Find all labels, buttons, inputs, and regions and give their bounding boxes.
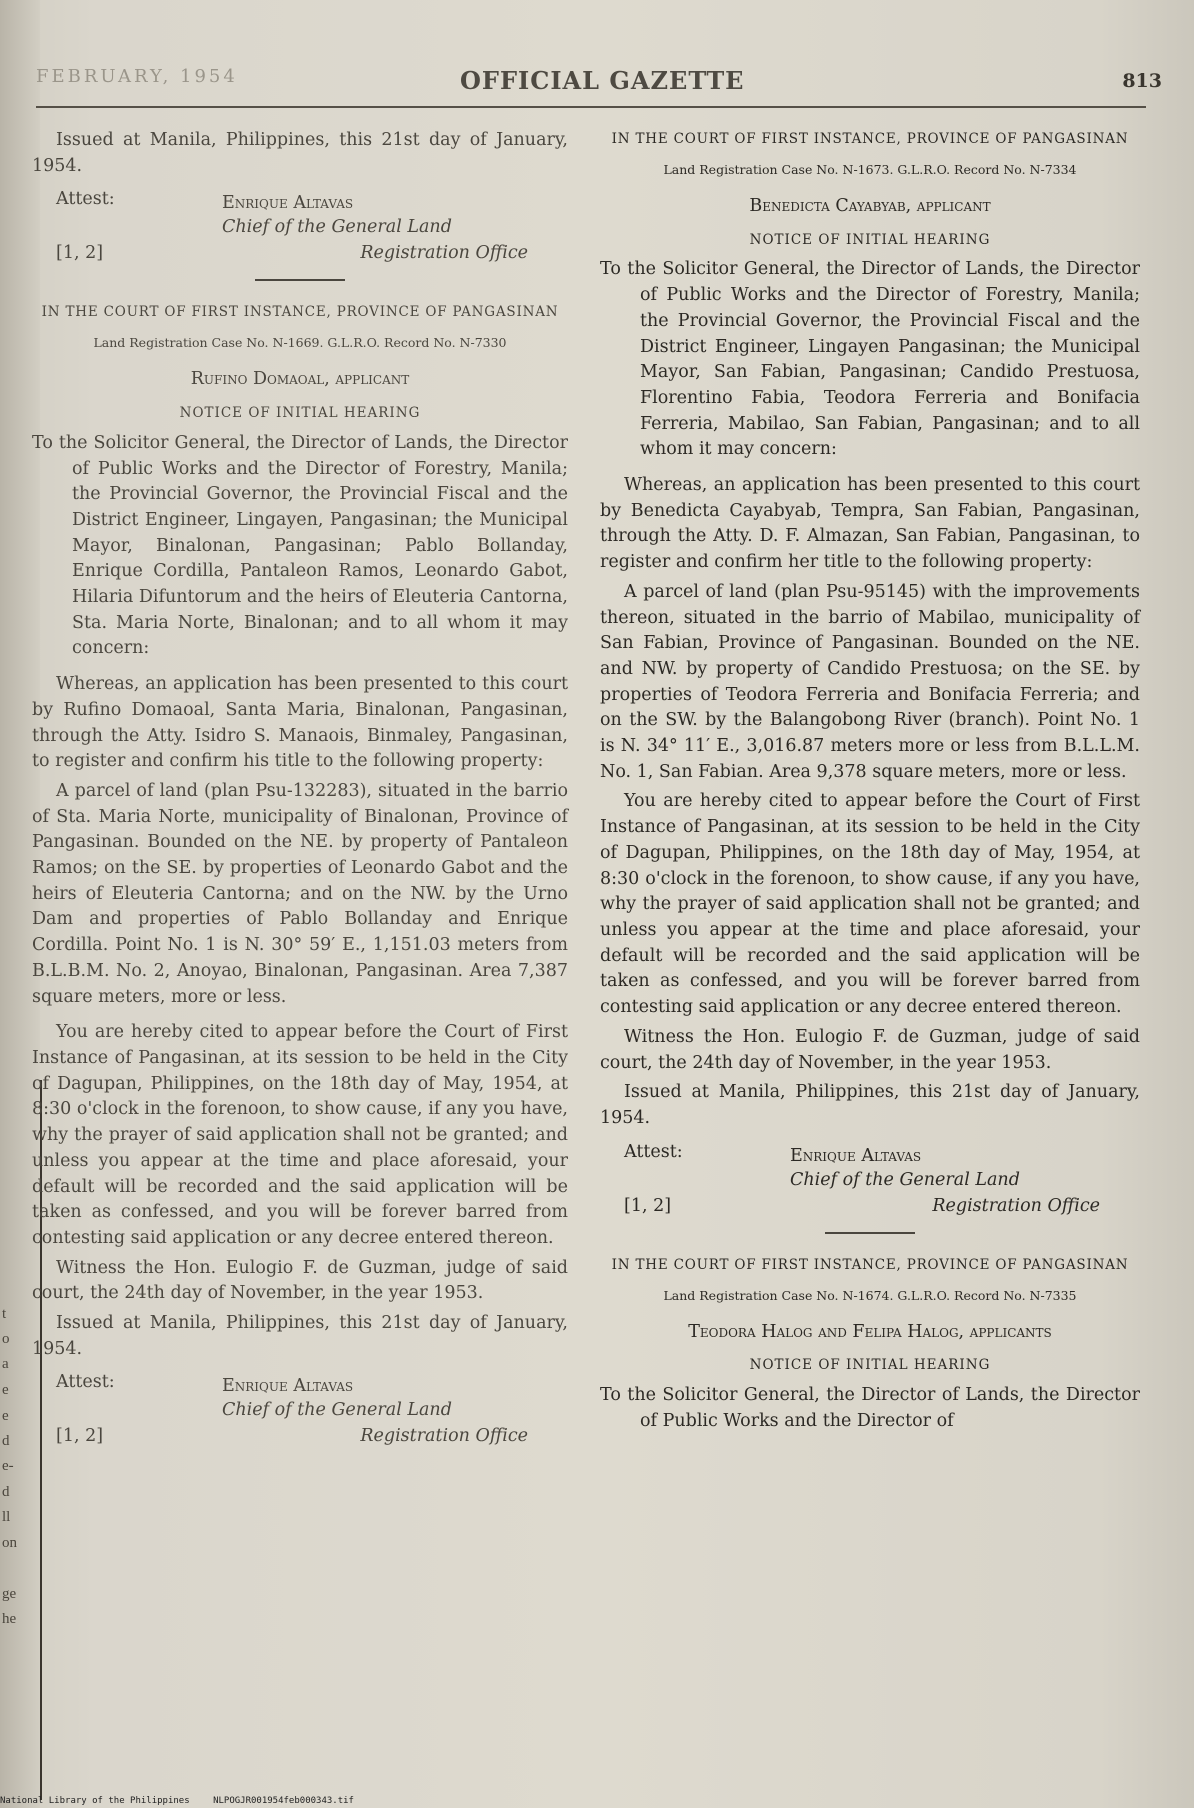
issued-text: Issued at Manila, Philippines, this 21st day of January, 1954. (32, 130, 568, 176)
paragraph: A parcel of land (plan Psu-132283), situated in the barrio of Sta. Maria Norte, municipality of Binalonan, Province of Pangasinan. Bounded on the NE. by property of Pantaleon Ramos; on the SE. by properties of Leonardo Gabot and the heirs of Eleuteria Cantorna; and on the NW. by the Urno Dam and properties of Pablo Bollanday and Enrique Cordilla. Point No. 1 is N. 30° 59′ E., 1,151.03 meters from B.L.B.M. No. 2, Anoyao, Binalonan, Pangasinan. Area 7,387 square meters, more or less. (32, 780, 568, 1007)
page-header (30, 66, 1162, 106)
applicant-name: Benedicta Cayabyab, applicant (749, 196, 991, 216)
paragraph: You are hereby cited to appear before the Court of First Instance of Pangasinan, at its session to be held in the City of Dagupan, Philippines, on the 18th day of May, 1954, at 8:30 o'clock in the forenoon, to show cause, if any you have, why the prayer of said application shall not be granted; and unless you appear at the time and place aforesaid, your default will be recorded and the said application will be taken as confessed, and you will be forever barred from contesting said application or any decree entered thereon. (32, 1022, 568, 1248)
section-divider (255, 279, 345, 281)
edge-fragment: d (2, 1484, 10, 1500)
case-line: Land Registration Case No. N-1669. G.L.R.O. Record No. N-7330 (93, 335, 507, 351)
header-date: FEBRUARY, 1954 (36, 66, 238, 87)
applicant-name: Teodora Halog and Felipa Halog, applicants (688, 1321, 1052, 1342)
paragraph: Witness the Hon. Eulogio F. de Guzman, judge of said court, the 24th day of November, in the year 1953. (32, 1257, 568, 1304)
case-line: Land Registration Case No. N-1673. G.L.R.O. Record No. N-7334 (663, 162, 1077, 177)
right-column (600, 128, 1140, 1434)
edge-fragment: o (2, 1331, 10, 1347)
footer-source: National Library of the Philippines (0, 1796, 190, 1806)
paragraph: You are hereby cited to appear before the Court of First Instance of Pangasinan, at its session to be held in the City of Dagupan, Philippines, on the 18th day of May, 1954, at 8:30 o'clock in the forenoon, to show cause, if any you have, why the prayer of said application shall not be granted; and unless you appear at the time and place aforesaid, your default will be recorded and the said application will be taken as confessed, and you will be forever barred from contesting said application or any decree entered thereon. (600, 791, 1140, 1018)
paragraph: Witness the Hon. Eulogio F. de Guzman, judge of said court, the 24th day of November, in the year 1953. (600, 1026, 1140, 1073)
paragraph: Issued at Manila, Philippines, this 21st day of January, 1954. (32, 1313, 568, 1359)
attest-title-line1: Chief of the General Land (222, 1400, 452, 1421)
edge-fragment: e (2, 1382, 9, 1398)
edge-fragment: ll (2, 1509, 11, 1525)
attest-block (600, 1140, 1140, 1220)
left-column (32, 128, 568, 1450)
edge-fragment: he (2, 1611, 17, 1627)
applicant-name: Rufino Domaoal, applicant (190, 369, 410, 390)
scan-footer (0, 1796, 372, 1806)
court-heading: IN THE COURT OF FIRST INSTANCE, PROVINCE OF PANGASINAN (41, 304, 559, 321)
edge-fragment: ge (2, 1586, 17, 1602)
attest-ref: [1, 2] (56, 1426, 104, 1447)
case-line: Land Registration Case No. N-1674. G.L.R.O. Record No. N-7335 (663, 1287, 1077, 1303)
edge-fragment: on (2, 1535, 17, 1551)
addressees: To the Solicitor General, the Director of Lands, the Director of Public Works and the Director of (600, 1385, 1140, 1431)
attest-name: Enrique Altavas (222, 193, 354, 214)
footer-file: NLPOGJR001954feb000343.tif (213, 1796, 354, 1806)
attest-name: Enrique Altavas (222, 1376, 354, 1397)
edge-fragment: d (2, 1433, 10, 1449)
edge-fragment: a (2, 1356, 9, 1372)
attest-title-line1: Chief of the General Land (222, 217, 452, 238)
edge-fragment: t (2, 1306, 7, 1322)
addressees: To the Solicitor General, the Director of Lands, the Director of Public Works and the Director of Forestry, Manila; the Provincial Governor, the Provincial Fiscal and the District Engineer, Lingayen Pangasinan; the Municipal Mayor, San Fabian, Pangasinan; Candido Prestuosa, Florentino Fabia, Teodora Ferreria and Bonifacia Ferreria, Mabilao, San Fabian, Pangasinan; and to all whom it may concern: (600, 259, 1140, 460)
court-heading: IN THE COURT OF FIRST INSTANCE, PROVINCE OF PANGASINAN (611, 1256, 1129, 1273)
attest-label: Attest: (56, 1372, 115, 1393)
paragraph: Issued at Manila, Philippines, this 21st day of January, 1954. (600, 1082, 1140, 1128)
addressees: To the Solicitor General, the Director of Lands, the Director of Public Works and the Director of Forestry, Manila; the Provincial Governor, the Provincial Fiscal and the District Engineer, Lingayen, Pangasinan; the Municipal Mayor, Binalonan, Pangasinan; Pablo Bollanday, Enrique Cordilla, Pantaleon Ramos, Leonardo Gabot, Hilaria Difuntorum and the heirs of Eleuteria Cantorna, Sta. Maria Norte, Binalonan; and to all whom it may concern: (32, 432, 568, 659)
section-divider (825, 1232, 915, 1234)
attest-title-line2: Registration Office (360, 243, 528, 264)
attest-title-line1: Chief of the General Land (790, 1169, 1020, 1190)
page-number: 813 (1122, 70, 1162, 92)
paragraph: A parcel of land (plan Psu-95145) with the improvements thereon, situated in the barrio of Mabilao, municipality of San Fabian, Province of Pangasinan. Bounded on the NE. and NW. by property of Candido Prestuosa; on the SE. by properties of Teodora Ferreria and Bonifacia Ferreria; and on the SW. by the Balangobong River (branch). Point No. 1 is N. 34° 11′ E., 3,016.87 meters more or less from B.L.L.M. No. 1, San Fabian. Area 9,378 square meters, more or less. (600, 581, 1140, 782)
attest-ref: [1, 2] (56, 243, 104, 264)
attest-label: Attest: (624, 1141, 683, 1162)
header-title: OFFICIAL GAZETTE (460, 66, 745, 95)
edge-fragment: e (2, 1408, 9, 1424)
attest-label: Attest: (56, 189, 115, 210)
attest-title-line2: Registration Office (360, 1426, 528, 1447)
paragraph: Whereas, an application has been presented to this court by Benedicta Cayabyab, Tempra, San Fabian, Pangasinan, through the Atty. D. F. Almazan, San Fabian, Pangasinan, to register and confirm her title to the following property: (600, 475, 1140, 573)
attest-block (32, 187, 568, 267)
notice-heading: NOTICE OF INITIAL HEARING (179, 405, 421, 422)
paragraph: Whereas, an application has been presented to this court by Rufino Domaoal, Santa Maria, Binalonan, Pangasinan, through the Atty. Isidro S. Manaois, Binmaley, Pangasinan, to register and confirm his title to the following property: (32, 674, 568, 772)
attest-block (32, 1370, 568, 1450)
notice-heading: NOTICE OF INITIAL HEARING (749, 231, 991, 248)
notice-heading: NOTICE OF INITIAL HEARING (749, 1357, 991, 1374)
attest-name: Enrique Altavas (790, 1145, 922, 1166)
edge-fragment: e- (2, 1458, 14, 1474)
court-heading: IN THE COURT OF FIRST INSTANCE, PROVINCE OF PANGASINAN (611, 131, 1129, 147)
attest-title-line2: Registration Office (932, 1195, 1100, 1216)
header-rule (36, 106, 1146, 108)
attest-ref: [1, 2] (624, 1195, 672, 1216)
